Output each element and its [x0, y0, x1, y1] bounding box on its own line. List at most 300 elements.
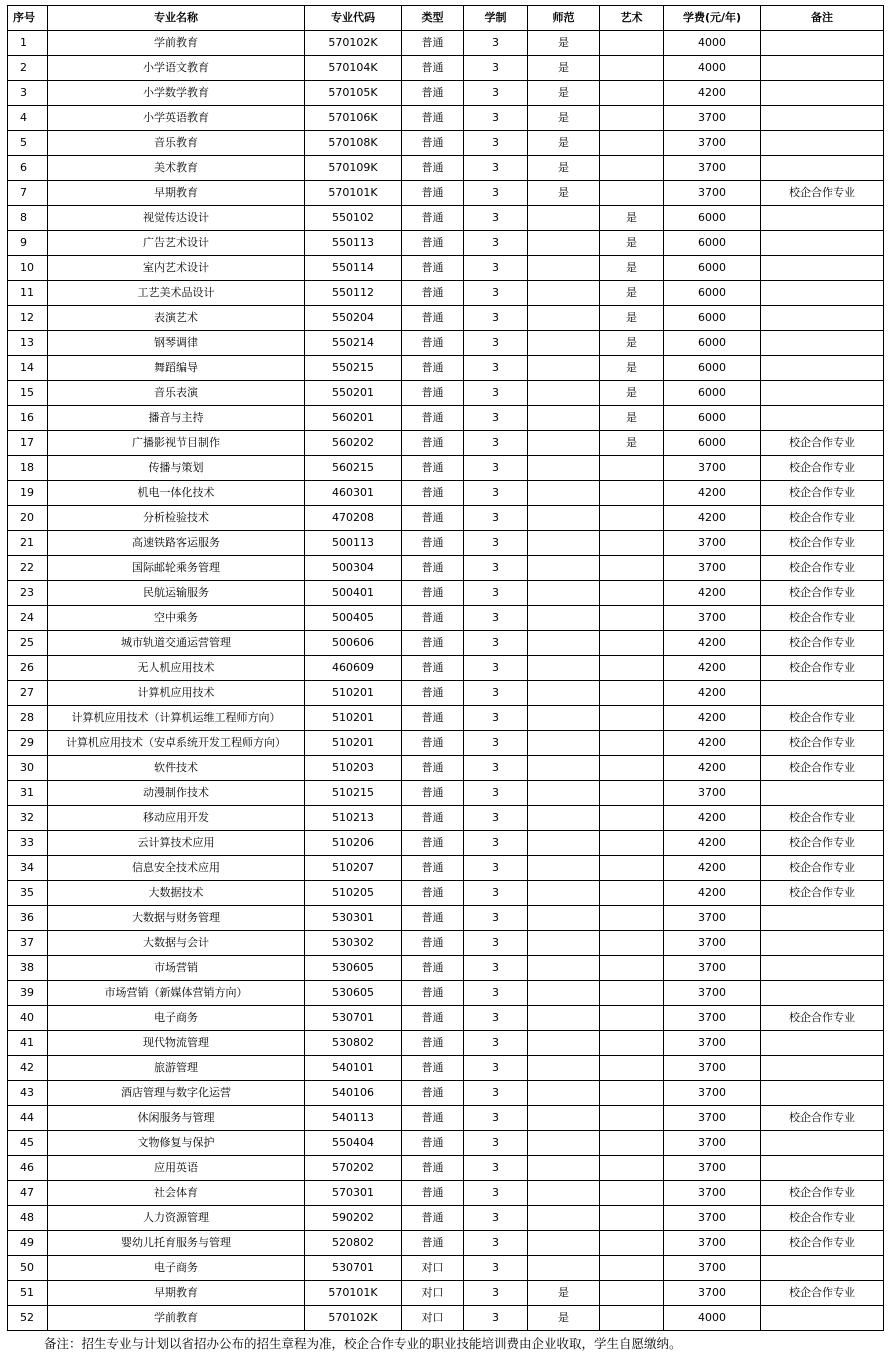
- col-type-cell: 普通: [402, 1081, 464, 1106]
- col-type-cell: 普通: [402, 956, 464, 981]
- col-type-cell: 普通: [402, 381, 464, 406]
- col-remark-cell: 校企合作专业: [761, 856, 884, 881]
- col-index-cell: 17: [8, 431, 48, 456]
- col-art-cell: 是: [600, 231, 664, 256]
- col-tuition-cell: 6000: [664, 281, 761, 306]
- col-major-code-cell: 530701: [305, 1256, 402, 1281]
- table-row: [8, 106, 884, 131]
- col-remark-cell: 校企合作专业: [761, 831, 884, 856]
- col-major-code-cell: 500606: [305, 631, 402, 656]
- col-major-code-cell: 570106K: [305, 106, 402, 131]
- col-duration-cell: 3: [464, 1031, 528, 1056]
- col-major-code-cell: 590202: [305, 1206, 402, 1231]
- col-major-name-cell: 广告艺术设计: [48, 231, 305, 256]
- col-remark-cell: 校企合作专业: [761, 431, 884, 456]
- col-major-code-cell: 460301: [305, 481, 402, 506]
- col-major-code-cell: 570301: [305, 1181, 402, 1206]
- col-remark-cell: [761, 956, 884, 981]
- col-tuition-cell: 3700: [664, 1006, 761, 1031]
- col-remark-cell: 校企合作专业: [761, 1206, 884, 1231]
- col-major-code-cell: 470208: [305, 506, 402, 531]
- col-major-name-cell: 小学数学教育: [48, 81, 305, 106]
- col-tuition-cell: 3700: [664, 781, 761, 806]
- col-teacher-training-cell: [528, 206, 600, 231]
- col-major-name-cell: 酒店管理与数字化运营: [48, 1081, 305, 1106]
- col-major-name-cell: 音乐教育: [48, 131, 305, 156]
- col-remark-cell: 校企合作专业: [761, 1231, 884, 1256]
- table-row: [8, 1031, 884, 1056]
- col-teacher-training-cell: 是: [528, 156, 600, 181]
- col-major-name-cell: 休闲服务与管理: [48, 1106, 305, 1131]
- col-art-cell: 是: [600, 306, 664, 331]
- col-type-cell: 普通: [402, 281, 464, 306]
- col-major-code-cell: 550114: [305, 256, 402, 281]
- col-teacher-training-cell: 是: [528, 131, 600, 156]
- col-tuition-cell: 6000: [664, 356, 761, 381]
- col-duration-cell: 3: [464, 1056, 528, 1081]
- col-remark-cell: 校企合作专业: [761, 581, 884, 606]
- col-type-cell: 普通: [402, 606, 464, 631]
- col-tuition-cell: 3700: [664, 1281, 761, 1306]
- table-row: [8, 306, 884, 331]
- col-art-cell: [600, 131, 664, 156]
- col-duration-cell: 3: [464, 481, 528, 506]
- col-major-code-cell: 570109K: [305, 156, 402, 181]
- col-major-name-cell: 音乐表演: [48, 381, 305, 406]
- col-major-name-cell: 计算机应用技术（计算机运维工程师方向）: [48, 706, 305, 731]
- col-index-cell: 18: [8, 456, 48, 481]
- table-row: [8, 1206, 884, 1231]
- table-row: [8, 131, 884, 156]
- col-teacher-training-cell: 是: [528, 106, 600, 131]
- col-type-cell: 普通: [402, 356, 464, 381]
- col-major-code-cell: 540113: [305, 1106, 402, 1131]
- col-teacher-training-cell: [528, 1206, 600, 1231]
- table-row: [8, 406, 884, 431]
- col-art-cell: [600, 81, 664, 106]
- col-tuition-cell: 4200: [664, 756, 761, 781]
- footnote: 备注：招生专业与计划以省招办公布的招生章程为准，校企合作专业的职业技能培训费由企业收取，学生自愿缴纳。: [44, 1336, 682, 1351]
- table-row: [8, 1231, 884, 1256]
- col-index-cell: 30: [8, 756, 48, 781]
- col-index-cell: 33: [8, 831, 48, 856]
- col-type-cell: 普通: [402, 1231, 464, 1256]
- col-major-name-cell: 应用英语: [48, 1156, 305, 1181]
- col-major-code-cell: 550214: [305, 331, 402, 356]
- col-major-name-cell: 软件技术: [48, 756, 305, 781]
- col-index-cell: 31: [8, 781, 48, 806]
- col-teacher-training-cell: [528, 656, 600, 681]
- col-tuition-cell: 3700: [664, 531, 761, 556]
- col-art-cell: [600, 1056, 664, 1081]
- col-teacher-training-cell: 是: [528, 31, 600, 56]
- col-major-code-cell: 570108K: [305, 131, 402, 156]
- col-remark-cell: 校企合作专业: [761, 506, 884, 531]
- col-art-cell: [600, 631, 664, 656]
- col-major-name-cell: 高速铁路客运服务: [48, 531, 305, 556]
- col-teacher-training-cell: [528, 931, 600, 956]
- col-major-name-cell: 大数据技术: [48, 881, 305, 906]
- col-tuition-cell: 3700: [664, 1206, 761, 1231]
- col-major-code-cell: 500304: [305, 556, 402, 581]
- col-tuition-cell: 4000: [664, 1306, 761, 1331]
- col-duration-cell: 3: [464, 1256, 528, 1281]
- table-row: [8, 556, 884, 581]
- col-major-name-cell: 国际邮轮乘务管理: [48, 556, 305, 581]
- col-duration-cell: 3: [464, 1006, 528, 1031]
- col-teacher-training-cell: [528, 456, 600, 481]
- col-teacher-training-cell: [528, 481, 600, 506]
- table-row: [8, 1281, 884, 1306]
- col-remark-cell: [761, 931, 884, 956]
- col-art-cell: [600, 456, 664, 481]
- col-major-name-cell: 电子商务: [48, 1256, 305, 1281]
- col-index-cell: 45: [8, 1131, 48, 1156]
- col-remark-cell: [761, 381, 884, 406]
- col-remark-cell: [761, 1306, 884, 1331]
- col-teacher-training-cell: [528, 681, 600, 706]
- col-major-name-cell: 旅游管理: [48, 1056, 305, 1081]
- col-index-cell: 19: [8, 481, 48, 506]
- col-tuition-cell: 3700: [664, 1156, 761, 1181]
- col-art-cell: 是: [600, 331, 664, 356]
- col-art-cell: [600, 1181, 664, 1206]
- table-row: [8, 756, 884, 781]
- col-major-name-cell: 视觉传达设计: [48, 206, 305, 231]
- col-duration-cell: 3: [464, 731, 528, 756]
- col-index-cell: 5: [8, 131, 48, 156]
- col-major-name-cell: 钢琴调律: [48, 331, 305, 356]
- col-remark-cell: 校企合作专业: [761, 806, 884, 831]
- col-tuition-cell: 3700: [664, 1231, 761, 1256]
- header-col-remark: 备注: [761, 6, 884, 31]
- col-index-cell: 3: [8, 81, 48, 106]
- col-type-cell: 对口: [402, 1306, 464, 1331]
- table-body: [8, 31, 884, 1331]
- col-teacher-training-cell: [528, 581, 600, 606]
- col-remark-cell: [761, 1156, 884, 1181]
- col-remark-cell: [761, 1031, 884, 1056]
- col-type-cell: 普通: [402, 1181, 464, 1206]
- col-major-name-cell: 学前教育: [48, 1306, 305, 1331]
- col-index-cell: 51: [8, 1281, 48, 1306]
- col-duration-cell: 3: [464, 556, 528, 581]
- col-index-cell: 24: [8, 606, 48, 631]
- col-major-code-cell: 570202: [305, 1156, 402, 1181]
- col-remark-cell: 校企合作专业: [761, 1006, 884, 1031]
- table-row: [8, 256, 884, 281]
- table-row: [8, 1181, 884, 1206]
- table-row: [8, 781, 884, 806]
- col-type-cell: 普通: [402, 131, 464, 156]
- col-tuition-cell: 4000: [664, 56, 761, 81]
- col-duration-cell: 3: [464, 1206, 528, 1231]
- col-art-cell: 是: [600, 406, 664, 431]
- col-tuition-cell: 3700: [664, 156, 761, 181]
- col-tuition-cell: 4200: [664, 831, 761, 856]
- table-row: [8, 356, 884, 381]
- col-index-cell: 28: [8, 706, 48, 731]
- col-teacher-training-cell: [528, 906, 600, 931]
- col-art-cell: [600, 706, 664, 731]
- table-row: [8, 831, 884, 856]
- col-teacher-training-cell: 是: [528, 181, 600, 206]
- col-remark-cell: [761, 331, 884, 356]
- col-remark-cell: [761, 781, 884, 806]
- col-teacher-training-cell: [528, 1231, 600, 1256]
- table-row: [8, 56, 884, 81]
- col-major-name-cell: 小学英语教育: [48, 106, 305, 131]
- col-index-cell: 32: [8, 806, 48, 831]
- col-index-cell: 9: [8, 231, 48, 256]
- col-major-name-cell: 民航运输服务: [48, 581, 305, 606]
- col-teacher-training-cell: [528, 1106, 600, 1131]
- col-remark-cell: 校企合作专业: [761, 606, 884, 631]
- col-remark-cell: [761, 356, 884, 381]
- col-major-code-cell: 530802: [305, 1031, 402, 1056]
- col-duration-cell: 3: [464, 31, 528, 56]
- col-major-code-cell: 500405: [305, 606, 402, 631]
- table-row: [8, 981, 884, 1006]
- col-major-code-cell: 570101K: [305, 181, 402, 206]
- col-major-code-cell: 550102: [305, 206, 402, 231]
- col-art-cell: 是: [600, 431, 664, 456]
- table-row: [8, 431, 884, 456]
- col-tuition-cell: 3700: [664, 1181, 761, 1206]
- col-major-code-cell: 560202: [305, 431, 402, 456]
- col-major-name-cell: 大数据与财务管理: [48, 906, 305, 931]
- header-col-major-code: 专业代码: [305, 6, 402, 31]
- col-art-cell: [600, 1206, 664, 1231]
- table-row: [8, 856, 884, 881]
- col-tuition-cell: 4200: [664, 656, 761, 681]
- col-duration-cell: 3: [464, 356, 528, 381]
- col-tuition-cell: 3700: [664, 456, 761, 481]
- col-major-name-cell: 计算机应用技术: [48, 681, 305, 706]
- col-index-cell: 6: [8, 156, 48, 181]
- col-tuition-cell: 3700: [664, 981, 761, 1006]
- table-row: [8, 481, 884, 506]
- col-remark-cell: 校企合作专业: [761, 631, 884, 656]
- col-duration-cell: 3: [464, 856, 528, 881]
- col-remark-cell: [761, 1256, 884, 1281]
- col-type-cell: 普通: [402, 831, 464, 856]
- col-duration-cell: 3: [464, 1156, 528, 1181]
- col-art-cell: [600, 481, 664, 506]
- col-duration-cell: 3: [464, 956, 528, 981]
- col-teacher-training-cell: 是: [528, 1306, 600, 1331]
- col-index-cell: 49: [8, 1231, 48, 1256]
- col-tuition-cell: 6000: [664, 231, 761, 256]
- col-duration-cell: 3: [464, 506, 528, 531]
- col-type-cell: 普通: [402, 731, 464, 756]
- col-tuition-cell: 3700: [664, 906, 761, 931]
- col-major-name-cell: 信息安全技术应用: [48, 856, 305, 881]
- table-row: [8, 931, 884, 956]
- col-type-cell: 普通: [402, 456, 464, 481]
- col-duration-cell: 3: [464, 531, 528, 556]
- col-duration-cell: 3: [464, 106, 528, 131]
- col-tuition-cell: 6000: [664, 406, 761, 431]
- header-col-major-name: 专业名称: [48, 6, 305, 31]
- col-art-cell: 是: [600, 281, 664, 306]
- table-row: [8, 156, 884, 181]
- table-row: [8, 606, 884, 631]
- col-art-cell: [600, 906, 664, 931]
- col-major-name-cell: 无人机应用技术: [48, 656, 305, 681]
- col-index-cell: 11: [8, 281, 48, 306]
- col-index-cell: 14: [8, 356, 48, 381]
- col-art-cell: [600, 106, 664, 131]
- col-art-cell: 是: [600, 206, 664, 231]
- col-major-code-cell: 510206: [305, 831, 402, 856]
- col-teacher-training-cell: [528, 731, 600, 756]
- col-index-cell: 42: [8, 1056, 48, 1081]
- table-row: [8, 506, 884, 531]
- col-remark-cell: [761, 981, 884, 1006]
- col-remark-cell: [761, 681, 884, 706]
- col-duration-cell: 3: [464, 1306, 528, 1331]
- col-major-name-cell: 表演艺术: [48, 306, 305, 331]
- col-tuition-cell: 3700: [664, 181, 761, 206]
- col-teacher-training-cell: [528, 381, 600, 406]
- col-type-cell: 普通: [402, 506, 464, 531]
- col-art-cell: [600, 1006, 664, 1031]
- col-remark-cell: [761, 1081, 884, 1106]
- col-duration-cell: 3: [464, 256, 528, 281]
- col-duration-cell: 3: [464, 706, 528, 731]
- col-remark-cell: 校企合作专业: [761, 656, 884, 681]
- col-type-cell: 普通: [402, 481, 464, 506]
- col-duration-cell: 3: [464, 906, 528, 931]
- col-duration-cell: 3: [464, 781, 528, 806]
- col-tuition-cell: 4200: [664, 681, 761, 706]
- col-major-name-cell: 市场营销（新媒体营销方向）: [48, 981, 305, 1006]
- col-major-code-cell: 570105K: [305, 81, 402, 106]
- col-tuition-cell: 3700: [664, 131, 761, 156]
- col-remark-cell: [761, 256, 884, 281]
- col-type-cell: 普通: [402, 1106, 464, 1131]
- col-major-name-cell: 早期教育: [48, 181, 305, 206]
- col-major-code-cell: 570104K: [305, 56, 402, 81]
- table-row: [8, 881, 884, 906]
- col-index-cell: 43: [8, 1081, 48, 1106]
- col-teacher-training-cell: [528, 331, 600, 356]
- col-major-code-cell: 550215: [305, 356, 402, 381]
- col-teacher-training-cell: [528, 1081, 600, 1106]
- col-duration-cell: 3: [464, 831, 528, 856]
- col-index-cell: 44: [8, 1106, 48, 1131]
- col-index-cell: 37: [8, 931, 48, 956]
- col-type-cell: 普通: [402, 56, 464, 81]
- col-index-cell: 21: [8, 531, 48, 556]
- col-type-cell: 普通: [402, 1006, 464, 1031]
- col-type-cell: 普通: [402, 1206, 464, 1231]
- col-teacher-training-cell: [528, 956, 600, 981]
- col-duration-cell: 3: [464, 81, 528, 106]
- col-art-cell: [600, 556, 664, 581]
- col-duration-cell: 3: [464, 806, 528, 831]
- col-tuition-cell: 4200: [664, 706, 761, 731]
- col-teacher-training-cell: [528, 531, 600, 556]
- col-type-cell: 对口: [402, 1281, 464, 1306]
- col-type-cell: 普通: [402, 656, 464, 681]
- col-art-cell: 是: [600, 256, 664, 281]
- col-remark-cell: [761, 31, 884, 56]
- col-major-code-cell: 460609: [305, 656, 402, 681]
- col-art-cell: [600, 881, 664, 906]
- col-major-name-cell: 社会体育: [48, 1181, 305, 1206]
- col-type-cell: 普通: [402, 206, 464, 231]
- col-art-cell: [600, 1156, 664, 1181]
- col-type-cell: 普通: [402, 556, 464, 581]
- col-tuition-cell: 4200: [664, 581, 761, 606]
- col-art-cell: [600, 656, 664, 681]
- table-row: [8, 581, 884, 606]
- col-teacher-training-cell: [528, 706, 600, 731]
- col-art-cell: [600, 1106, 664, 1131]
- col-art-cell: [600, 1256, 664, 1281]
- col-index-cell: 25: [8, 631, 48, 656]
- col-tuition-cell: 3700: [664, 556, 761, 581]
- col-tuition-cell: 4200: [664, 481, 761, 506]
- col-major-code-cell: 500113: [305, 531, 402, 556]
- col-duration-cell: 3: [464, 756, 528, 781]
- col-art-cell: [600, 581, 664, 606]
- col-major-code-cell: 510201: [305, 731, 402, 756]
- col-major-code-cell: 560201: [305, 406, 402, 431]
- table-row: [8, 181, 884, 206]
- col-type-cell: 普通: [402, 981, 464, 1006]
- col-tuition-cell: 3700: [664, 956, 761, 981]
- col-major-code-cell: 550204: [305, 306, 402, 331]
- col-duration-cell: 3: [464, 656, 528, 681]
- col-teacher-training-cell: 是: [528, 81, 600, 106]
- col-major-name-cell: 分析检验技术: [48, 506, 305, 531]
- col-type-cell: 普通: [402, 256, 464, 281]
- col-major-name-cell: 现代物流管理: [48, 1031, 305, 1056]
- col-art-cell: [600, 181, 664, 206]
- col-teacher-training-cell: [528, 406, 600, 431]
- col-tuition-cell: 3700: [664, 1056, 761, 1081]
- col-art-cell: [600, 56, 664, 81]
- col-teacher-training-cell: 是: [528, 1281, 600, 1306]
- col-index-cell: 22: [8, 556, 48, 581]
- col-teacher-training-cell: [528, 506, 600, 531]
- col-remark-cell: [761, 406, 884, 431]
- col-major-name-cell: 电子商务: [48, 1006, 305, 1031]
- col-index-cell: 47: [8, 1181, 48, 1206]
- col-duration-cell: 3: [464, 1181, 528, 1206]
- col-index-cell: 13: [8, 331, 48, 356]
- col-remark-cell: [761, 106, 884, 131]
- col-tuition-cell: 4200: [664, 731, 761, 756]
- col-duration-cell: 3: [464, 456, 528, 481]
- col-major-name-cell: 室内艺术设计: [48, 256, 305, 281]
- col-duration-cell: 3: [464, 406, 528, 431]
- col-major-name-cell: 舞蹈编导: [48, 356, 305, 381]
- col-teacher-training-cell: [528, 756, 600, 781]
- col-art-cell: [600, 1231, 664, 1256]
- col-remark-cell: 校企合作专业: [761, 731, 884, 756]
- col-index-cell: 52: [8, 1306, 48, 1331]
- table-row: [8, 1056, 884, 1081]
- col-art-cell: [600, 156, 664, 181]
- col-type-cell: 普通: [402, 156, 464, 181]
- table-row: [8, 531, 884, 556]
- col-remark-cell: [761, 131, 884, 156]
- col-art-cell: [600, 1081, 664, 1106]
